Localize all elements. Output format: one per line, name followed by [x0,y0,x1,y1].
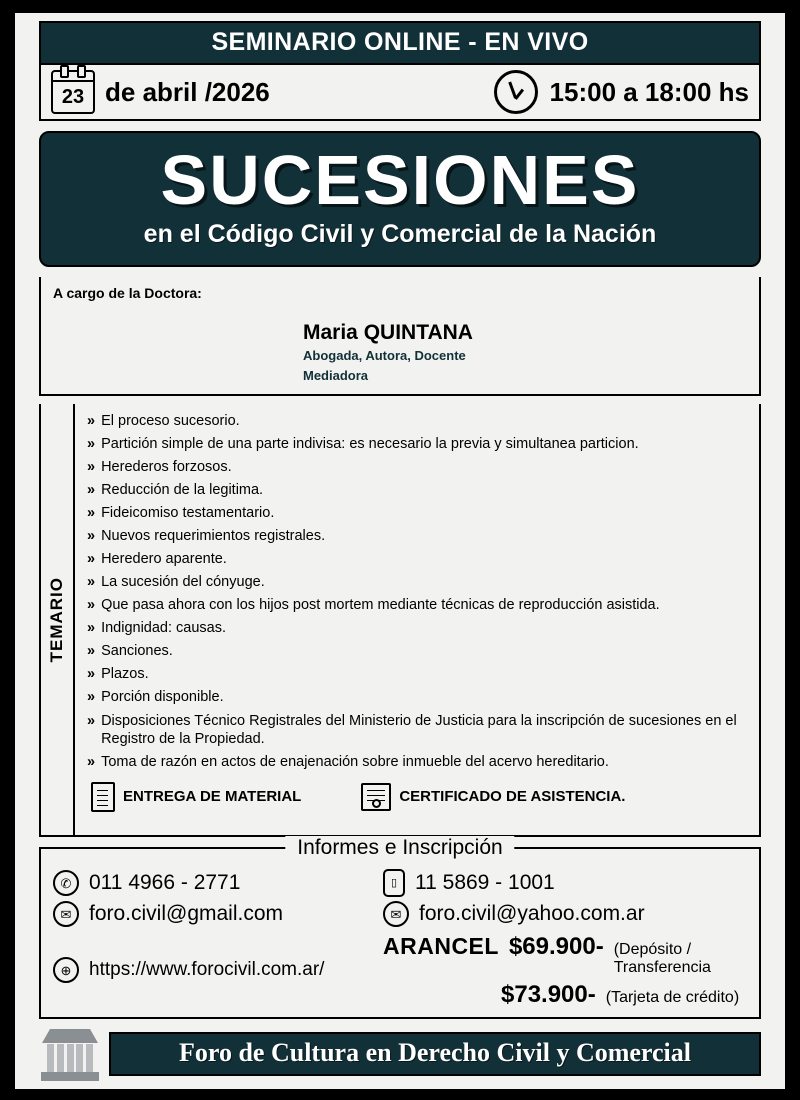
list-item-text: Herederos forzosos. [101,458,232,475]
contact-phone-2[interactable] [383,869,747,897]
contact-email-2-text: foro.civil@yahoo.com.ar [419,902,645,925]
list-item-text: Fideicomiso testamentario. [101,505,275,522]
bullet-icon: » [87,435,96,452]
contact-phone-1[interactable] [53,869,383,897]
page-title: SUCESIONES [160,141,640,219]
calendar-day: 23 [61,86,85,108]
list-item-text: Porción disponible. [101,689,224,706]
list-item [87,481,749,500]
contact-phone-2-text: 11 5869 - 1001 [415,871,555,894]
time-group [494,70,749,114]
contact-phone-1-text: 011 4966 - 2771 [89,871,241,894]
list-item-text: Reducción de la legitima. [101,482,264,499]
contact-website[interactable] [53,931,383,1009]
bullet-icon: » [87,505,96,522]
list-item [87,527,749,546]
list-item-text: Partición simple de una parte indivisa: es necesario la previa y simultanea particion. [101,435,639,452]
list-item [87,435,749,454]
list-item [87,596,749,615]
bullet-icon: » [87,754,96,771]
title-block [39,131,761,267]
list-item-text: Sanciones. [101,643,173,660]
speaker-label: A cargo de la Doctora: [53,285,202,302]
bullet-icon: » [87,412,96,429]
date-text: de abril /2026 [105,76,270,107]
date-group [51,70,494,114]
speaker-role-line-2: Mediadora [303,367,369,383]
list-item [87,642,749,661]
list-item-text: Indignidad: causas. [101,620,227,637]
bullet-icon: » [87,620,96,637]
list-item [87,504,749,523]
list-item-text: Disposiciones Técnico Registrales del Ministerio de Justicia para la inscripción de sucesiones en el Registro de la Propiedad. [101,712,737,748]
speaker-role-line-1: Abogada, Autora, Docente [303,348,466,364]
contact-email-1-text: foro.civil@gmail.com [89,902,284,925]
list-item [87,712,749,749]
list-item [87,412,749,431]
calendar-icon [51,70,95,114]
temario-block [39,404,761,837]
footer-block [39,1025,761,1083]
speaker-name: Maria QUINTANA [303,321,473,345]
bullet-icon: » [87,528,96,545]
time-text: 15:00 a 18:00 hs [549,76,749,107]
list-item-text: Toma de razón en actos de enajenación sobre inmueble del acervo hereditario. [101,754,609,771]
envelope-icon: ✉ [383,901,409,927]
informes-title: Informes e Inscripción [285,836,514,860]
temario-label-text: TEMARIO [47,576,66,663]
list-item [87,619,749,638]
list-item [87,688,749,707]
temario-list [75,404,759,835]
contact-website-text: https://www.forocivil.com.ar/ [89,959,325,980]
perk-certificate [361,783,625,811]
perks-row [87,782,749,812]
bullet-icon: » [87,574,96,591]
mobile-icon: ▯ [383,869,405,897]
arancel-label: ARANCEL [383,933,499,959]
footer-text: Foro de Cultura en Derecho Civil y Comercial [109,1032,761,1076]
speaker-details [53,321,747,384]
price-row-1 [383,933,747,977]
temple-logo-icon [39,1025,101,1083]
clock-icon [494,70,538,114]
bullet-icon: » [87,712,96,729]
price-1: $69.900- [508,933,604,960]
list-item-text: La sucesión del cónyuge. [101,574,265,591]
list-item-text: Plazos. [101,666,149,683]
date-time-bar [39,65,761,121]
price-2-note: (Tarjeta de crédito) [605,989,740,1006]
list-item [87,458,749,477]
list-item-text: Que pasa ahora con los hijos post mortem mediante técnicas de reproducción asistida. [101,597,660,614]
perk-material-label: ENTREGA DE MATERIAL [123,788,302,806]
list-item-text: Heredero aparente. [101,551,227,568]
page-subtitle: en el Código Civil y Comercial de la Nación [143,220,657,249]
bullet-icon: » [87,689,96,706]
poster-sheet [12,10,788,1092]
contact-grid [53,869,747,1009]
list-item [87,573,749,592]
list-item [87,665,749,684]
list-item [87,753,749,772]
price-1-note: (Depósito / Transferencia [613,941,711,976]
phone-icon: ✆ [53,870,79,896]
list-item-text: Nuevos requerimientos registrales. [101,528,326,545]
price-2: $73.900- [501,981,596,1008]
document-icon [91,782,115,812]
contact-email-1[interactable] [53,901,383,927]
temario-side-label [41,404,75,835]
certificate-icon [361,783,391,811]
bullet-icon: » [87,643,96,660]
perk-certificate-label: CERTIFICADO DE ASISTENCIA. [399,788,626,806]
list-item [87,550,749,569]
informes-block [39,836,761,1019]
bullet-icon: » [87,458,96,475]
bullet-icon: » [87,666,96,683]
envelope-icon: ✉ [53,901,79,927]
pricing-block [383,931,747,1009]
price-row-2 [383,981,747,1009]
bullet-icon: » [87,597,96,614]
seminar-banner: SEMINARIO ONLINE - EN VIVO [39,21,761,65]
contact-email-2[interactable] [383,901,747,927]
bullet-icon: » [87,551,96,568]
perk-material [91,782,301,812]
bullet-icon: » [87,482,96,499]
globe-icon: ⊕ [53,957,79,983]
speaker-block [39,277,761,396]
list-item-text: El proceso sucesorio. [101,412,240,429]
